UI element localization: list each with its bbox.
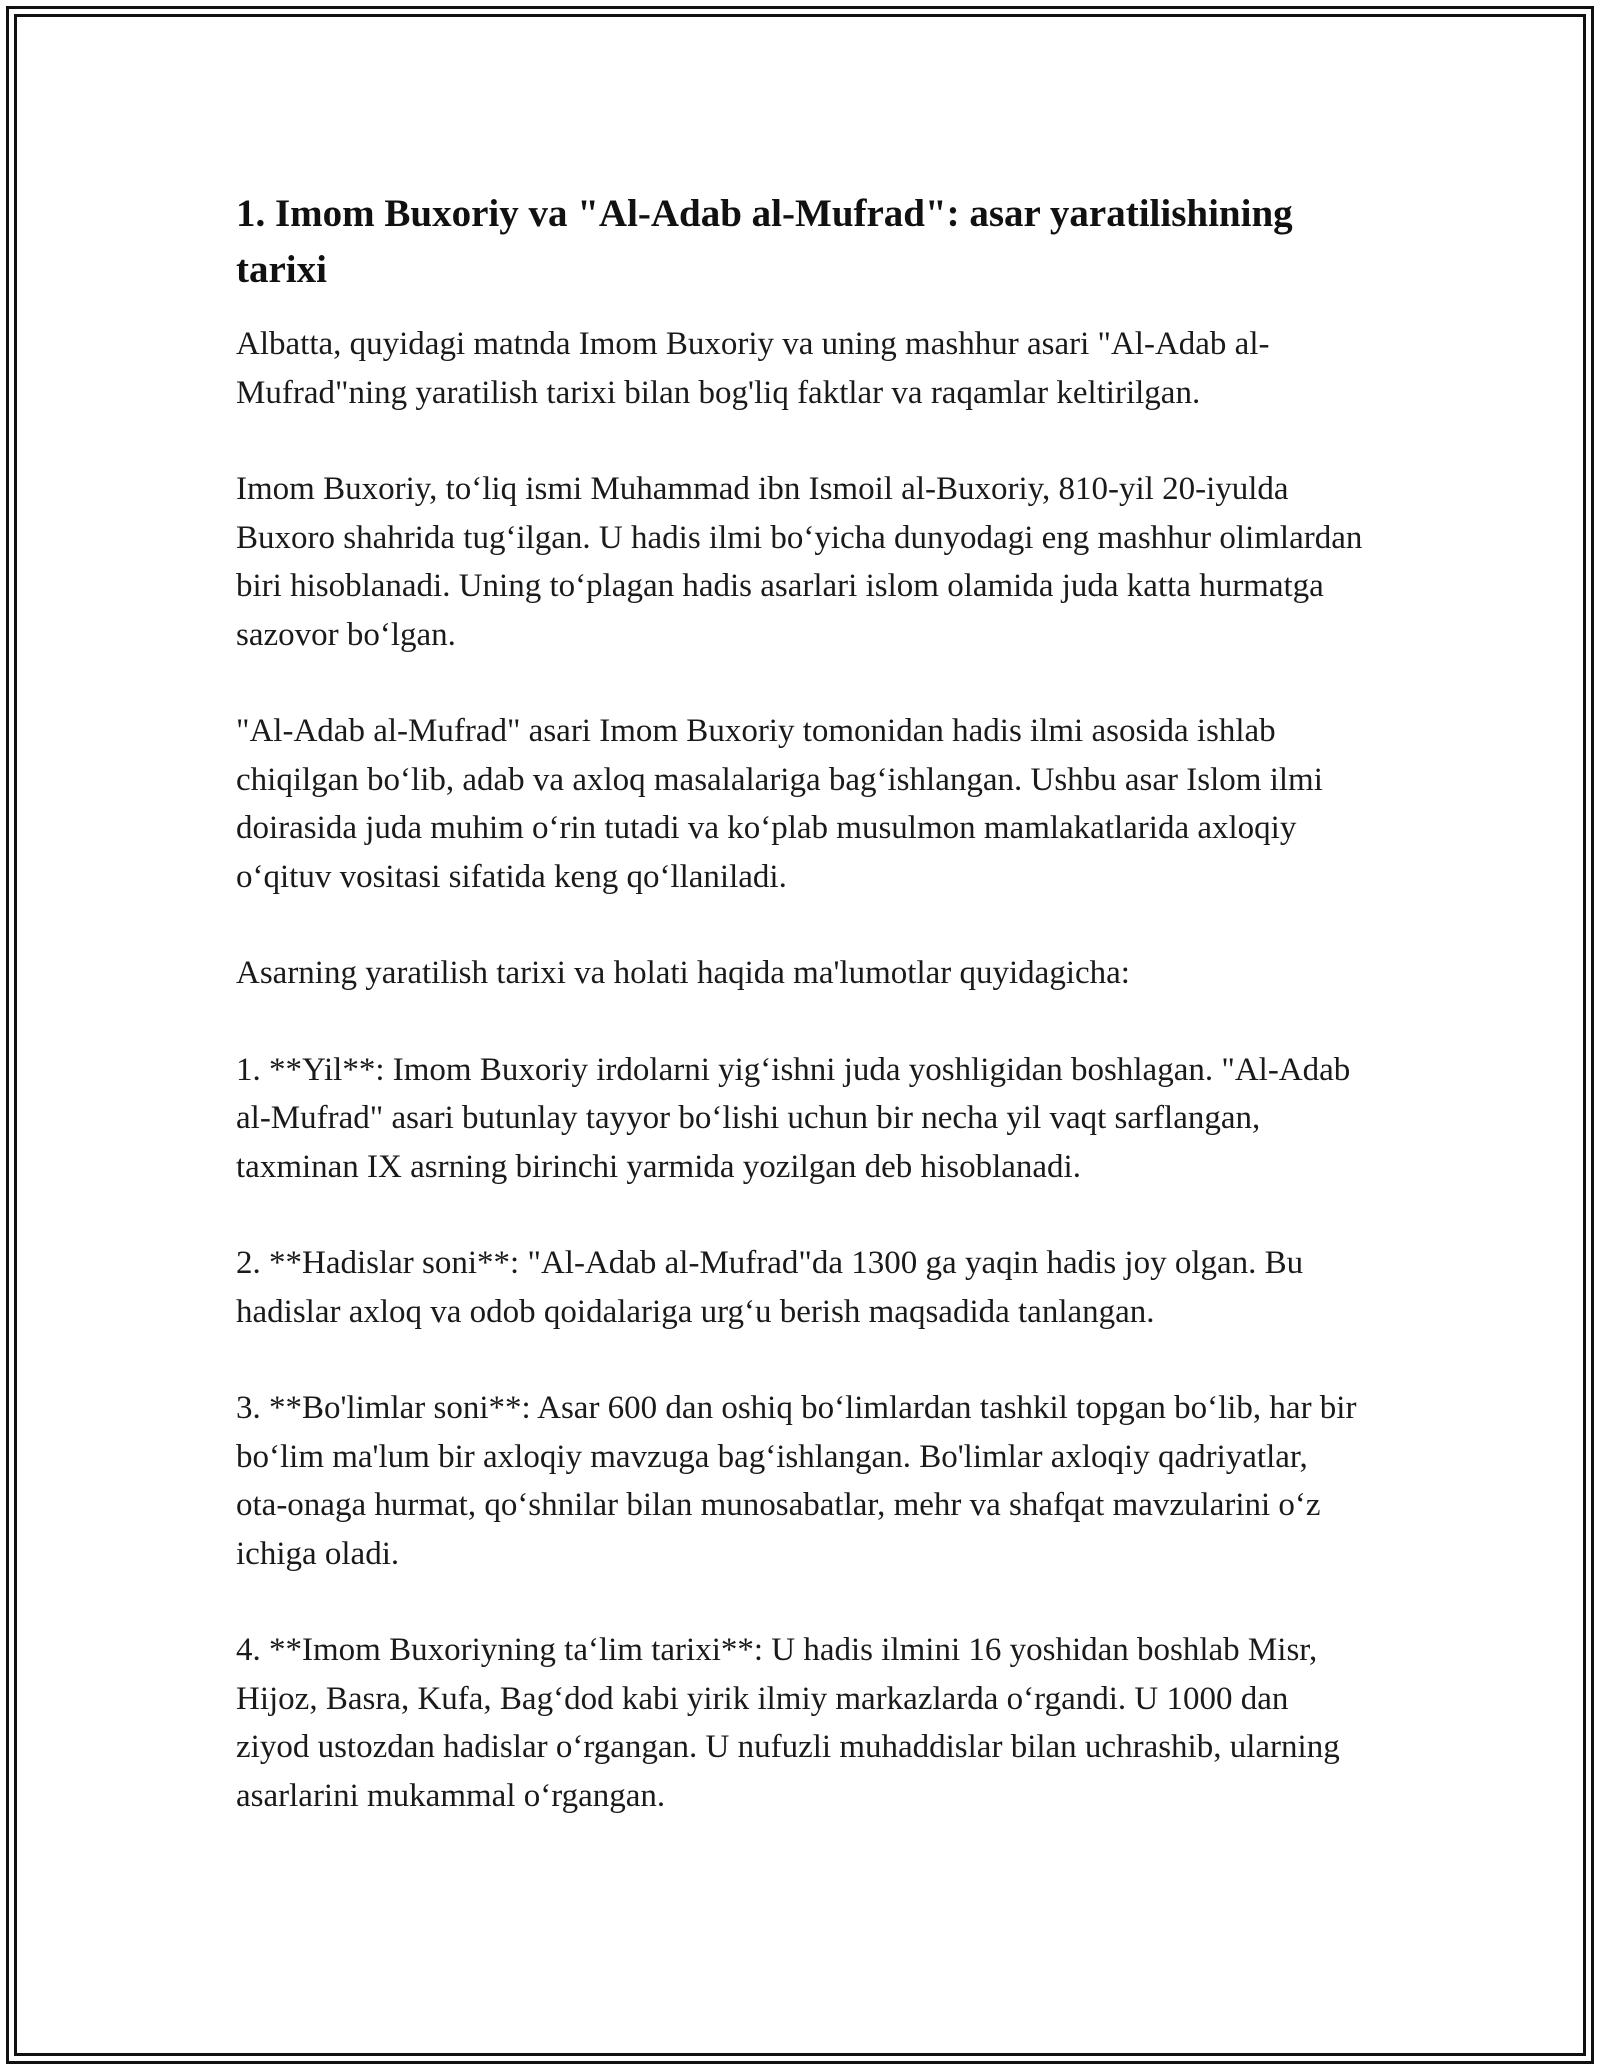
list-item-hadith-count: 2. **Hadislar soni**: "Al-Adab al-Mufrad"da 1300 ga yaqin hadis joy olgan. Bu hadislar axloq va odob qoidalariga urg‘u berish maqsadida tanlangan. (236, 1245, 1304, 1330)
list-item-year: 1. **Yil**: Imom Buxoriy irdolarni yig‘ishni juda yoshligidan boshlagan. "Al-Adab al-Mufrad" asari butunlay tayyor bo‘lishi uchun bir necha yil vaqt sarflangan, taxminan IX asrning birinchi yarmida yozilgan deb hisoblanadi. (236, 1051, 1351, 1185)
list-item-chapter-count: 3. **Bo'limlar soni**: Asar 600 dan oshiq bo‘limlardan tashkil topgan bo‘lib, har bir bo‘lim ma'lum bir axloqiy mavzuga bag‘ishlangan. Bo'limlar axloqiy qadriyatlar, ota-onaga hurmat, qo‘shnilar bilan munosabatlar, mehr va shafqat mavzularini o‘z ichiga oladi. (236, 1390, 1357, 1572)
paragraph-intro: Albatta, quyidagi matnda Imom Buxoriy va uning mashhur asari "Al-Adab al-Mufrad"ning yaratilish tarixi bilan bog'liq faktlar va raqamlar keltirilgan. (236, 326, 1270, 411)
paragraph-work-description: "Al-Adab al-Mufrad" asari Imom Buxoriy tomonidan hadis ilmi asosida ishlab chiqilgan bo‘lib, adab va axloq masalalariga bag‘ishlangan. Ushbu asar Islom ilmi doirasida juda muhim o‘rin tutadi va ko‘plab musulmon mamlakatlarida axloqiy o‘qituv vositasi sifatida keng qo‘llaniladi. (236, 713, 1323, 895)
paragraph-biography: Imom Buxoriy, to‘liq ismi Muhammad ibn Ismoil al-Buxoriy, 810-yil 20-iyulda Buxoro shahrida tug‘ilgan. U hadis ilmi bo‘yicha dunyodagi eng mashhur olimlardan biri hisoblanadi. Uning to‘plagan hadis asarlari islom olamida juda katta hurmatga sazovor bo‘lgan. (236, 471, 1363, 653)
section-heading: 1. Imom Buxoriy va "Al-Adab al-Mufrad": asar yaratilishining tarixi (236, 192, 1293, 291)
document-body (236, 186, 1366, 1868)
paragraph-history-lead: Asarning yaratilish tarixi va holati haqida ma'lumotlar quyidagicha: (236, 955, 1130, 991)
list-item-education-history: 4. **Imom Buxoriyning ta‘lim tarixi**: U hadis ilmini 16 yoshidan boshlab Misr, Hijoz, Basra, Kufa, Bag‘dod kabi yirik ilmiy markazlarda o‘rgandi. U 1000 dan ziyod ustozdan hadislar o‘rgangan. U nufuzli muhaddislar bilan uchrashib, ularning asarlarini mukammal o‘rgangan. (236, 1632, 1340, 1814)
